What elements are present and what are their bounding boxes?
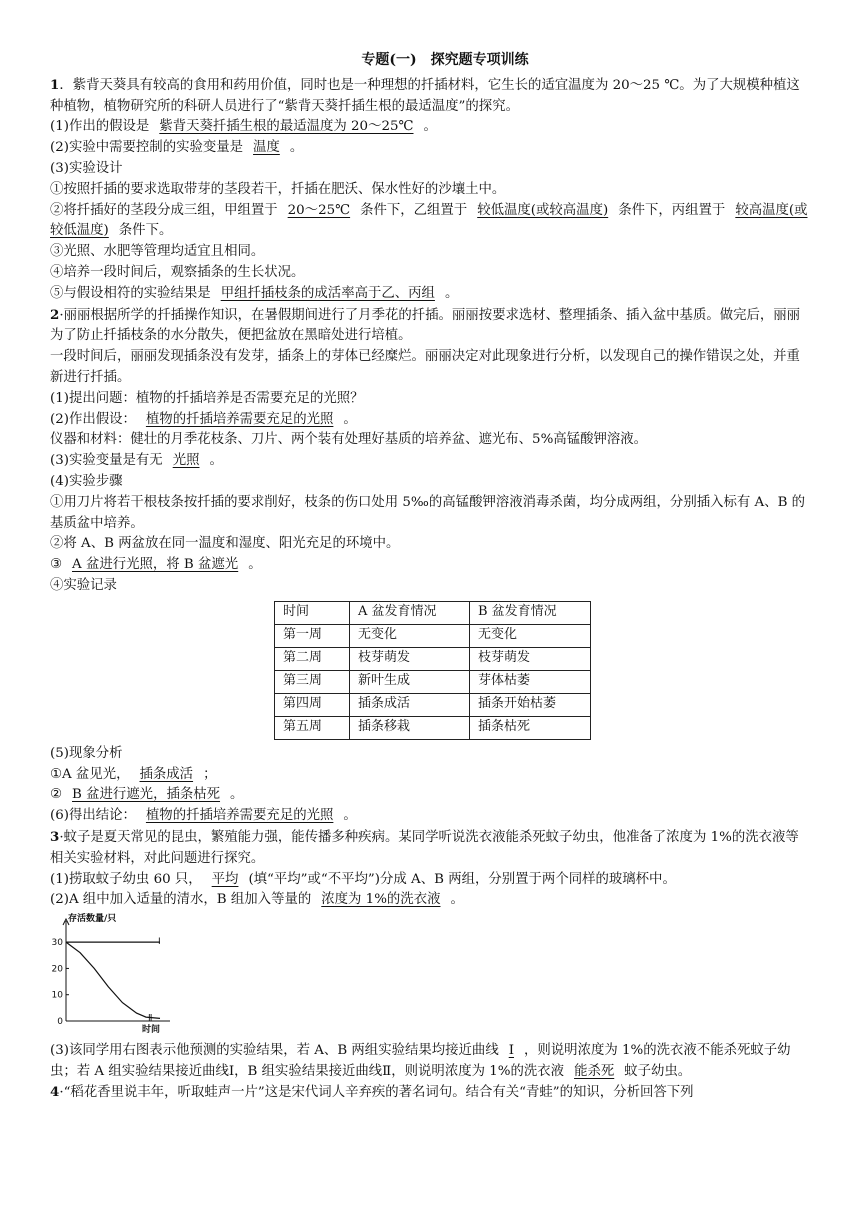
table-header-cell: A 盆发育情况 bbox=[350, 601, 470, 624]
q1-step5-end: 。 bbox=[444, 285, 459, 301]
page-title: 专题(一) 探究题专项训练 bbox=[361, 52, 529, 68]
experiment-record-table bbox=[274, 601, 591, 740]
q2-intro bbox=[50, 305, 810, 348]
q2-part4: (4)实验步骤 bbox=[50, 473, 123, 489]
table-cell: 插条开始枯萎 bbox=[470, 693, 591, 716]
q1-number: 1 bbox=[50, 76, 60, 93]
q2-part5: (5)现象分析 bbox=[50, 745, 123, 761]
q3-part3-answer2: 能杀死 bbox=[574, 1063, 615, 1079]
q2-materials: 仪器和材料：健壮的月季花枝条、刀片、两个装有处理好基质的培养盆、遮光布、5%高锰酸钾溶液。 bbox=[50, 432, 648, 448]
q1-part3: (3)实验设计 bbox=[50, 160, 123, 176]
q2-analysis1-prompt: ①A 盆见光， bbox=[50, 766, 130, 782]
q1-part2 bbox=[50, 138, 810, 159]
q1-part2-end: 。 bbox=[289, 140, 304, 156]
q4-intro bbox=[50, 1082, 810, 1104]
q3-part3-text-b: ，则说明浓度为 1%的洗衣液不能杀死蚊子幼虫；若 A 组实验结果接近曲线Ⅰ，B 组实验结果接近曲线Ⅱ，则说明浓度为 1%的洗衣液 bbox=[50, 1042, 791, 1079]
q1-step1: ①按照扦插的要求选取带芽的茎段若干，扦插在肥沃、保水性好的沙壤土中。 bbox=[50, 181, 506, 197]
q2-part2-answer: 植物的扦插培养需要充足的光照 bbox=[145, 411, 334, 427]
q1-step2-answer2: 较低温度(或较高温度) bbox=[477, 202, 609, 218]
q2-step3-prompt: ③ bbox=[50, 557, 63, 573]
table-cell: 枝芽萌发 bbox=[470, 647, 591, 670]
q1-part1-answer: 紫背天葵扦插生根的最适温度为 20～25℃ bbox=[159, 119, 414, 135]
q2-part2-end: 。 bbox=[343, 411, 357, 427]
q1-part2-prompt: (2)实验中需要控制的实验变量是 bbox=[50, 140, 244, 156]
q2-part3-end: 。 bbox=[209, 453, 223, 469]
table-cell: 插条成活 bbox=[350, 693, 470, 716]
q3-intro-text: ·蚊子是夏天常见的昆虫，繁殖能力强，能传播多种疾病。某同学听说洗衣液能杀死蚊子幼虫，他准备了浓度为 1%的洗衣液等相关实验材料，对此问题进行探究。 bbox=[50, 829, 799, 866]
q2-analysis1-answer: 插条成活 bbox=[139, 766, 194, 782]
q1-step2-text-b: 条件下，乙组置于 bbox=[360, 202, 468, 218]
q1-intro-text: ．紫背天葵具有较高的食用和药用价值，同时也是一种理想的扦插材料，它生长的适宜温度为 20～25 ℃。为了大规模种植这种植物，植物研究所的科研人员进行了“紫背天葵扦插生根的最适温度”的探究。 bbox=[50, 77, 800, 114]
table-cell: 无变化 bbox=[350, 624, 470, 647]
q2-step3 bbox=[50, 555, 810, 576]
q2-step4: ④实验记录 bbox=[50, 577, 117, 593]
q1-part1-end: 。 bbox=[423, 119, 437, 135]
table-cell: 第五周 bbox=[275, 716, 350, 739]
table-cell: 新叶生成 bbox=[350, 670, 470, 693]
q2-analysis1 bbox=[50, 765, 810, 786]
series-line-2 bbox=[66, 942, 160, 1018]
q2-part1: (1)提出问题：植物的扦插培养是否需要充足的光照？ bbox=[50, 390, 364, 406]
table-cell: 插条枯死 bbox=[470, 716, 591, 739]
x-axis-label: 时间 bbox=[142, 1025, 161, 1034]
table-cell: 无变化 bbox=[470, 624, 591, 647]
q4-intro-text: ·“稻花香里说丰年，听取蛙声一片”这是宋代词人辛弃疾的著名词句。结合有关“青蛙”的知识，分析回答下列 bbox=[59, 1085, 694, 1101]
q2-analysis2-prompt: ② bbox=[50, 787, 63, 803]
q2-analysis2 bbox=[50, 785, 810, 806]
q1-part1-prompt: (1)作出的假设是 bbox=[50, 119, 150, 135]
q3-part1-end: (填“平均”或“不平均”)分成 A、B 两组，分别置于两个同样的玻璃杯中。 bbox=[248, 871, 676, 887]
q2-number: 2 bbox=[50, 306, 60, 323]
q1-step2-answer3: 较高温度(或较低温度) bbox=[50, 202, 808, 239]
table-cell: 插条移栽 bbox=[350, 716, 470, 739]
q1-step4: ④培养一段时间后，观察插条的生长状况。 bbox=[50, 264, 305, 280]
q3-part3-text-c: 蚊子幼虫。 bbox=[624, 1063, 692, 1079]
table-row bbox=[275, 670, 591, 693]
y-tick-label: 0 bbox=[57, 1017, 63, 1028]
q3-part2-end: 。 bbox=[450, 892, 464, 908]
q3-part3-answer1: Ⅰ bbox=[508, 1042, 515, 1058]
q3-part1-prompt: (1)捞取蚊子幼虫 60 只， bbox=[50, 871, 202, 887]
worksheet-page bbox=[50, 50, 810, 1104]
q1-intro bbox=[50, 75, 810, 118]
q2-step2: ②将 A、B 两盆放在同一温度和湿度、阳光充足的环境中。 bbox=[50, 536, 400, 552]
q2-part3 bbox=[50, 451, 810, 472]
q1-step2-text-a: ②将扦插好的茎段分成三组，甲组置于 bbox=[50, 202, 278, 218]
q2-part6-prompt: (6)得出结论： bbox=[50, 808, 136, 824]
table-cell: 第四周 bbox=[275, 693, 350, 716]
q4-number: 4 bbox=[50, 1084, 60, 1101]
q1-part2-answer: 温度 bbox=[253, 140, 280, 156]
table-header-cell: B 盆发育情况 bbox=[470, 601, 591, 624]
table-row bbox=[275, 693, 591, 716]
q1-step3: ③光照、水肥等管理均适宜且相同。 bbox=[50, 244, 265, 260]
q1-part1 bbox=[50, 117, 810, 138]
y-tick-label: 30 bbox=[51, 938, 63, 949]
table-cell: 第一周 bbox=[275, 624, 350, 647]
q2-part2 bbox=[50, 410, 810, 431]
q3-part3-text-a: (3)该同学用右图表示他预测的实验结果，若 A、B 两组实验结果均接近曲线 bbox=[50, 1042, 499, 1058]
q2-part6-answer: 植物的扦插培养需要充足的光照 bbox=[145, 808, 334, 824]
table-cell: 第二周 bbox=[275, 647, 350, 670]
q2-part6-end: 。 bbox=[343, 808, 357, 824]
table-header-cell: 时间 bbox=[275, 601, 350, 624]
q2-step3-answer: A 盆进行光照，将 B 盆遮光 bbox=[72, 557, 239, 573]
q1-step5 bbox=[50, 284, 810, 305]
q2-analysis2-end: 。 bbox=[230, 787, 244, 803]
q2-part3-prompt: (3)实验变量是有无 bbox=[50, 453, 163, 469]
q2-intro-text: ·丽丽根据所学的扦插操作知识，在暑假期间进行了月季花的扦插。丽丽按要求选材、整理插条、插入盆中基质。做完后，丽丽为了防止扦插枝条的水分散失，便把盆放在黑暗处进行培植。 bbox=[50, 307, 801, 344]
q3-part1-answer: 平均 bbox=[211, 871, 239, 887]
q3-number: 3 bbox=[50, 828, 60, 845]
q2-part2-prompt: (2)作出假设： bbox=[50, 411, 136, 427]
table-row bbox=[275, 716, 591, 739]
q2-analysis1-end: ； bbox=[203, 766, 217, 782]
q3-part2 bbox=[50, 890, 810, 911]
q2-step1: ①用刀片将若干根枝条按扦插的要求削好，枝条的伤口处用 5‰的高锰酸钾溶液消毒杀菌，均分成两组，分别插入标有 A、B 的基质盆中培养。 bbox=[50, 494, 806, 531]
q2-part3-answer: 光照 bbox=[172, 453, 200, 469]
series-label-2: Ⅱ bbox=[148, 1013, 153, 1024]
q3-intro bbox=[50, 827, 810, 870]
q2-step3-end: 。 bbox=[248, 557, 262, 573]
y-tick-label: 10 bbox=[51, 990, 63, 1001]
q3-part2-answer: 浓度为 1%的洗衣液 bbox=[321, 892, 441, 908]
q3-part1 bbox=[50, 870, 810, 891]
q1-step2-text-c: 条件下，丙组置于 bbox=[618, 202, 726, 218]
table-cell: 枝芽萌发 bbox=[350, 647, 470, 670]
q1-step5-prompt: ⑤与假设相符的实验结果是 bbox=[50, 285, 211, 301]
table-row bbox=[275, 647, 591, 670]
survival-chart bbox=[50, 913, 180, 1033]
q1-step5-answer: 甲组扦插枝条的成活率高于乙、丙组 bbox=[220, 285, 435, 301]
q2-part6 bbox=[50, 806, 810, 827]
q2-intro2: 一段时间后，丽丽发现插条没有发芽，插条上的芽体已经糜烂。丽丽决定对此现象进行分析，以发现自己的操作错误之处，并重新进行扦插。 bbox=[50, 349, 800, 385]
y-axis-label: 存活数量/只 bbox=[68, 914, 117, 925]
q2-analysis2-answer: B 盆进行遮光，插条枯死 bbox=[72, 787, 221, 803]
q1-step2-answer1: 20～25℃ bbox=[287, 202, 351, 218]
table-header-row bbox=[275, 601, 591, 624]
q1-step2-text-d: 条件下。 bbox=[118, 223, 173, 239]
y-tick-label: 20 bbox=[51, 964, 63, 975]
q1-step2 bbox=[50, 201, 810, 243]
q3-part2-prompt: (2)A 组中加入适量的清水，B 组加入等量的 bbox=[50, 892, 312, 908]
table-row bbox=[275, 624, 591, 647]
table-cell: 第三周 bbox=[275, 670, 350, 693]
q3-part3 bbox=[50, 1041, 810, 1083]
series-label-1: Ⅰ bbox=[158, 937, 161, 948]
table-cell: 芽体枯萎 bbox=[470, 670, 591, 693]
